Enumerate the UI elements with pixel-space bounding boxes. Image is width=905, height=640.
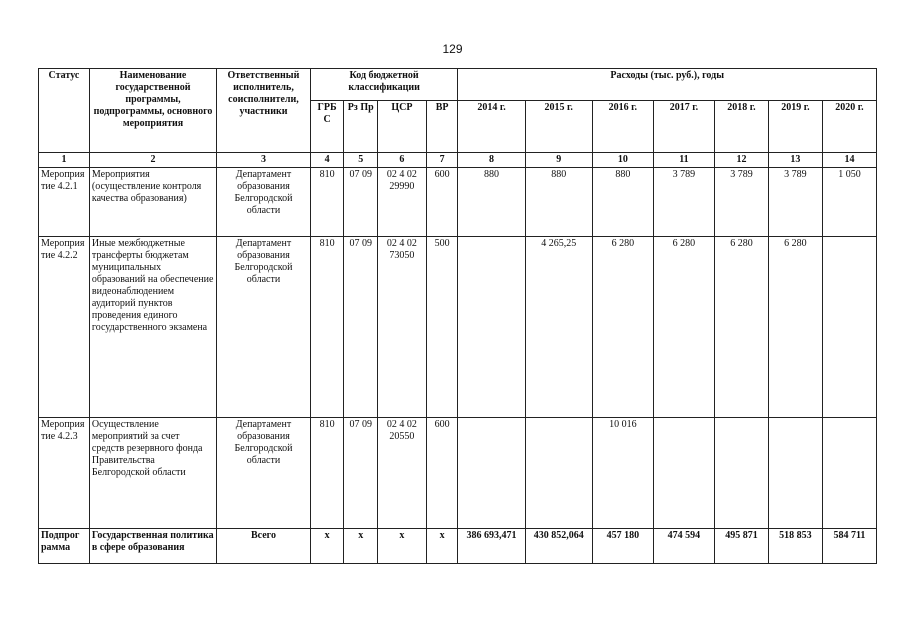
page-number: 129 (442, 42, 463, 56)
column-number: 7 (426, 153, 458, 168)
column-number: 6 (377, 153, 426, 168)
value-cell: 6 280 (653, 237, 714, 418)
vr-cell: 600 (426, 418, 458, 529)
column-number: 13 (768, 153, 822, 168)
csr-cell: х (377, 529, 426, 564)
value-cell: 584 711 (822, 529, 876, 564)
column-number: 1 (39, 153, 90, 168)
value-cell (714, 418, 768, 529)
value-cell: 430 852,064 (525, 529, 592, 564)
status-cell: Подпрог рамма (39, 529, 90, 564)
status-cell: Мероприя тие 4.2.3 (39, 418, 90, 529)
header-year: 2020 г. (822, 101, 876, 153)
header-year: 2015 г. (525, 101, 592, 153)
vr-cell: 500 (426, 237, 458, 418)
table-row (39, 529, 877, 564)
header-year: 2017 г. (653, 101, 714, 153)
header-responsible: Ответственный исполнитель, соисполнители, участники (217, 69, 311, 153)
rzpr-cell: 07 09 (344, 237, 378, 418)
value-cell: 386 693,471 (458, 529, 525, 564)
column-number-row (39, 153, 877, 168)
csr-cell: 02 4 02 73050 (377, 237, 426, 418)
responsible-cell: Департамент образования Белгородской области (217, 237, 311, 418)
column-number: 9 (525, 153, 592, 168)
value-cell: 474 594 (653, 529, 714, 564)
value-cell (458, 418, 525, 529)
value-cell: 880 (592, 168, 653, 237)
csr-cell: 02 4 02 29990 (377, 168, 426, 237)
header-year: 2014 г. (458, 101, 525, 153)
column-number: 3 (217, 153, 311, 168)
budget-table (38, 68, 877, 564)
column-number: 12 (714, 153, 768, 168)
table-row (39, 237, 877, 418)
value-cell: 880 (458, 168, 525, 237)
value-cell (768, 418, 822, 529)
value-cell: 1 050 (822, 168, 876, 237)
header-vr: ВР (426, 101, 458, 153)
vr-cell: 600 (426, 168, 458, 237)
column-number: 2 (89, 153, 216, 168)
column-number: 8 (458, 153, 525, 168)
value-cell (822, 418, 876, 529)
rzpr-cell: 07 09 (344, 168, 378, 237)
value-cell: 3 789 (653, 168, 714, 237)
grbs-cell: х (310, 529, 344, 564)
value-cell: 495 871 (714, 529, 768, 564)
value-cell: 3 789 (768, 168, 822, 237)
column-number: 11 (653, 153, 714, 168)
responsible-cell: Департамент образования Белгородской области (217, 168, 311, 237)
value-cell: 457 180 (592, 529, 653, 564)
name-cell: Иные межбюджетные трансферты бюджетам муниципальных образований на обеспечение видеонаблюдением аудиторий пунктов проведения единого государственного экзамена (89, 237, 216, 418)
value-cell: 6 280 (714, 237, 768, 418)
header-grbs: ГРБ С (310, 101, 344, 153)
value-cell (458, 237, 525, 418)
column-number: 5 (344, 153, 378, 168)
header-status: Статус (39, 69, 90, 153)
header-rzpr: Рз Пр (344, 101, 378, 153)
value-cell: 4 265,25 (525, 237, 592, 418)
grbs-cell: 810 (310, 168, 344, 237)
value-cell: 6 280 (592, 237, 653, 418)
column-number: 4 (310, 153, 344, 168)
column-number: 10 (592, 153, 653, 168)
status-cell: Мероприя тие 4.2.1 (39, 168, 90, 237)
csr-cell: 02 4 02 20550 (377, 418, 426, 529)
table-row (39, 418, 877, 529)
header-expenses: Расходы (тыс. руб.), годы (458, 69, 877, 101)
column-number: 14 (822, 153, 876, 168)
value-cell (653, 418, 714, 529)
value-cell (525, 418, 592, 529)
rzpr-cell: 07 09 (344, 418, 378, 529)
name-cell: Государственная политика в сфере образования (89, 529, 216, 564)
value-cell: 3 789 (714, 168, 768, 237)
header-row-1 (39, 69, 877, 101)
table-row (39, 168, 877, 237)
header-csr: ЦСР (377, 101, 426, 153)
value-cell: 6 280 (768, 237, 822, 418)
grbs-cell: 810 (310, 418, 344, 529)
responsible-cell: Департамент образования Белгородской области (217, 418, 311, 529)
header-year: 2018 г. (714, 101, 768, 153)
value-cell: 880 (525, 168, 592, 237)
value-cell: 10 016 (592, 418, 653, 529)
value-cell: 518 853 (768, 529, 822, 564)
value-cell (822, 237, 876, 418)
status-cell: Мероприя тие 4.2.2 (39, 237, 90, 418)
vr-cell: х (426, 529, 458, 564)
grbs-cell: 810 (310, 237, 344, 418)
name-cell: Осуществление мероприятий за счет средств резервного фонда Правительства Белгородской области (89, 418, 216, 529)
rzpr-cell: х (344, 529, 378, 564)
header-name: Наименование государственной программы, подпрограммы, основного мероприятия (89, 69, 216, 153)
responsible-cell: Всего (217, 529, 311, 564)
header-budget-code: Код бюджетной классификации (310, 69, 458, 101)
header-year: 2016 г. (592, 101, 653, 153)
header-year: 2019 г. (768, 101, 822, 153)
name-cell: Мероприятия (осуществление контроля качества образования) (89, 168, 216, 237)
